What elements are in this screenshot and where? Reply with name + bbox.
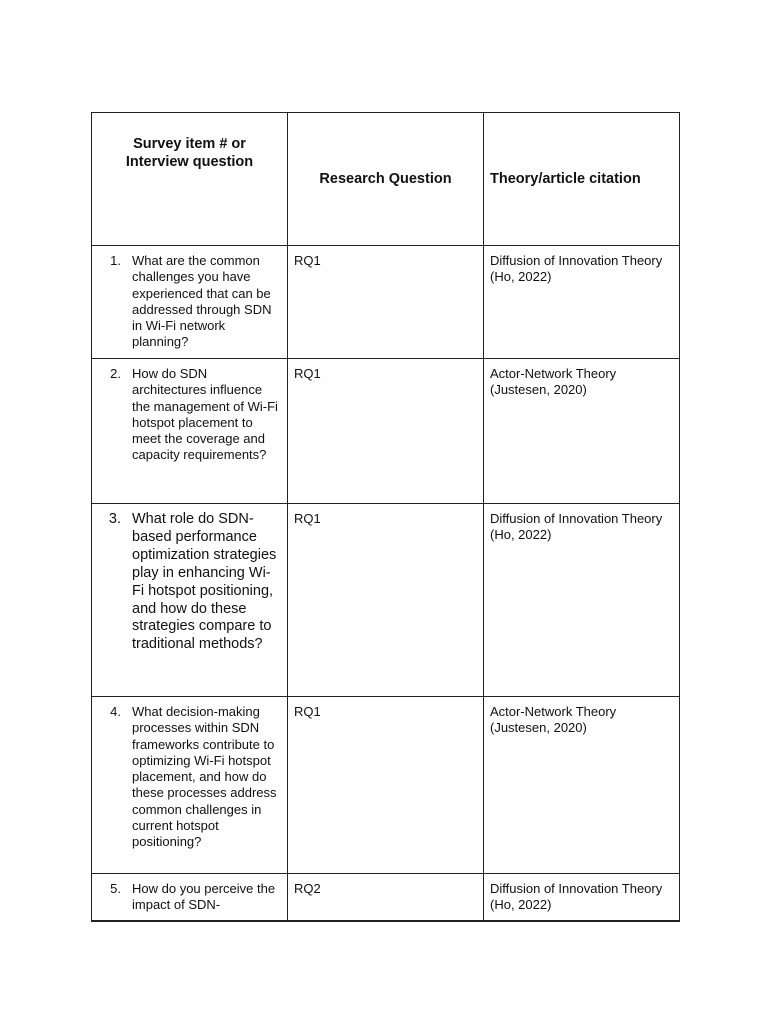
citation-cell: Actor-Network Theory (Justesen, 2020) xyxy=(484,697,680,874)
question-number: 3. xyxy=(108,511,121,527)
question-cell xyxy=(92,874,288,921)
citation-cell: Diffusion of Innovation Theory (Ho, 2022) xyxy=(484,504,680,697)
table-row xyxy=(92,246,680,359)
research-question-cell: RQ1 xyxy=(288,504,484,697)
citation-cell: Actor-Network Theory (Justesen, 2020) xyxy=(484,359,680,504)
question-cell xyxy=(92,246,288,359)
header-research-question: Research Question xyxy=(288,113,484,246)
question-text: What role do SDN-based performance optimization strategies play in enhancing Wi-Fi hotspot positioning, and how do these strategies compare to traditional methods? xyxy=(132,511,277,653)
question-text: What decision-making processes within SDN frameworks contribute to optimizing Wi-Fi hotspot placement, and how do these processes address common challenges in current hotspot positioning? xyxy=(132,704,277,850)
question-cell xyxy=(92,697,288,874)
question-number: 5. xyxy=(110,881,121,896)
citation-cell: Diffusion of Innovation Theory (Ho, 2022) xyxy=(484,246,680,359)
research-question-cell: RQ1 xyxy=(288,359,484,504)
citation-cell: Diffusion of Innovation Theory (Ho, 2022) xyxy=(484,874,680,921)
research-question-cell: RQ1 xyxy=(288,246,484,359)
survey-table xyxy=(91,112,680,922)
question-number: 1. xyxy=(110,253,121,268)
research-question-cell: RQ1 xyxy=(288,697,484,874)
table-row xyxy=(92,874,680,921)
table-row xyxy=(92,359,680,504)
question-text: How do SDN architectures influence the management of Wi-Fi hotspot placement to meet the coverage and capacity requirements? xyxy=(132,366,278,463)
header-citation: Theory/article citation xyxy=(484,113,680,246)
table-header-row xyxy=(92,113,680,246)
question-number: 2. xyxy=(110,366,121,381)
question-text: What are the common challenges you have experienced that can be addressed through SDN in Wi-Fi network planning? xyxy=(132,253,272,350)
question-text: How do you perceive the impact of SDN- xyxy=(132,881,276,913)
question-cell xyxy=(92,504,288,697)
header-survey-item: Survey item # or Interview question xyxy=(92,113,288,246)
table-row xyxy=(92,697,680,874)
table-row xyxy=(92,504,680,697)
question-cell xyxy=(92,359,288,504)
research-question-cell: RQ2 xyxy=(288,874,484,921)
question-number: 4. xyxy=(110,704,121,719)
